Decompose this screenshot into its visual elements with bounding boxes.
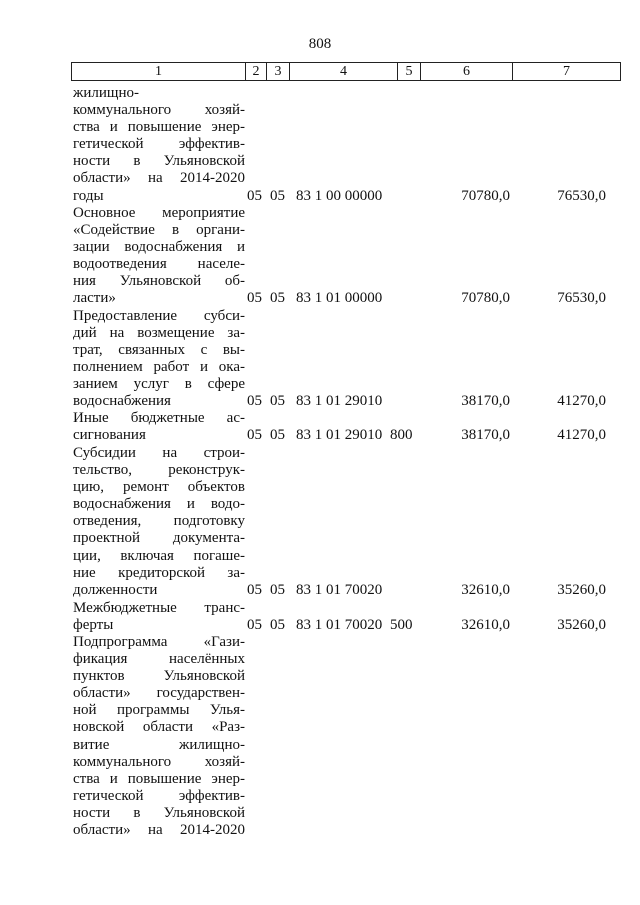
amount-col6: 70780,0 [461,290,510,306]
amount-col6: 32610,0 [461,582,510,598]
amount-col6: 70780,0 [461,188,510,204]
row-description: Иные бюджетные ас- сигнования [73,410,245,444]
row-description: Основное мероприятие «Содействие в органи- зации водоснабжения и водоотведения населе- ния Ульяновской об- ласти» [73,205,245,307]
subsection-code: 05 [270,427,285,443]
amount-col6: 38170,0 [461,427,510,443]
section-code: 05 [247,617,262,633]
amount-col6: 32610,0 [461,617,510,633]
header-col-4: 4 [290,63,398,80]
section-code: 05 [247,582,262,598]
target-code: 83 1 00 00000 [296,188,383,204]
amount-col7: 35260,0 [557,582,606,598]
header-col-1: 1 [72,63,246,80]
row-description: Межбюджетные транс- ферты [73,600,245,634]
amount-col7: 76530,0 [557,290,606,306]
row-description: жилищно- коммунального хозяй- ства и повышение энер- гетической эффектив- ности в Ульяновской области» на 2014-2020 годы [73,85,245,204]
header-col-6: 6 [421,63,513,80]
amount-col7: 76530,0 [557,188,606,204]
section-code: 05 [247,188,262,204]
amount-col6: 38170,0 [461,393,510,409]
row-description: Подпрограмма «Гази- фикация населённых пунктов Ульяновской области» государствен- ной программы Улья- новской области «Раз- витие жилищно- коммунального хозяй- ства и повышение энер- гетической эффектив- ности в Ульяновской области» на 2014-2020 [73,634,245,839]
section-code: 05 [247,393,262,409]
page-number: 808 [308,36,332,52]
subsection-code: 05 [270,290,285,306]
amount-col7: 41270,0 [557,427,606,443]
expense-type-code: 500 [390,617,413,633]
amount-col7: 35260,0 [557,617,606,633]
header-col-7: 7 [563,64,570,79]
header-col-2: 2 [246,63,267,80]
amount-col7: 41270,0 [557,393,606,409]
table-header-row [71,62,621,81]
subsection-code: 05 [270,393,285,409]
header-col-5: 5 [398,63,421,80]
expense-type-code: 800 [390,427,413,443]
subsection-code: 05 [270,617,285,633]
row-description: Субсидии на строи- тельство, реконструк- цию, ремонт объектов водоснабжения и водо- отведения, подготовку проектной документа- ции, включая погаше- ние кредиторской за- долженности [73,445,245,598]
header-col-3: 3 [267,63,290,80]
subsection-code: 05 [270,582,285,598]
target-code: 83 1 01 29010 [296,427,383,443]
target-code: 83 1 01 00000 [296,290,383,306]
target-code: 83 1 01 70020 [296,617,383,633]
target-code: 83 1 01 70020 [296,582,383,598]
section-code: 05 [247,427,262,443]
subsection-code: 05 [270,188,285,204]
row-description: Предоставление субси- дий на возмещение за- трат, связанных с вы- полнением работ и ока- занием услуг в сфере водоснабжения [73,308,245,410]
section-code: 05 [247,290,262,306]
target-code: 83 1 01 29010 [296,393,383,409]
